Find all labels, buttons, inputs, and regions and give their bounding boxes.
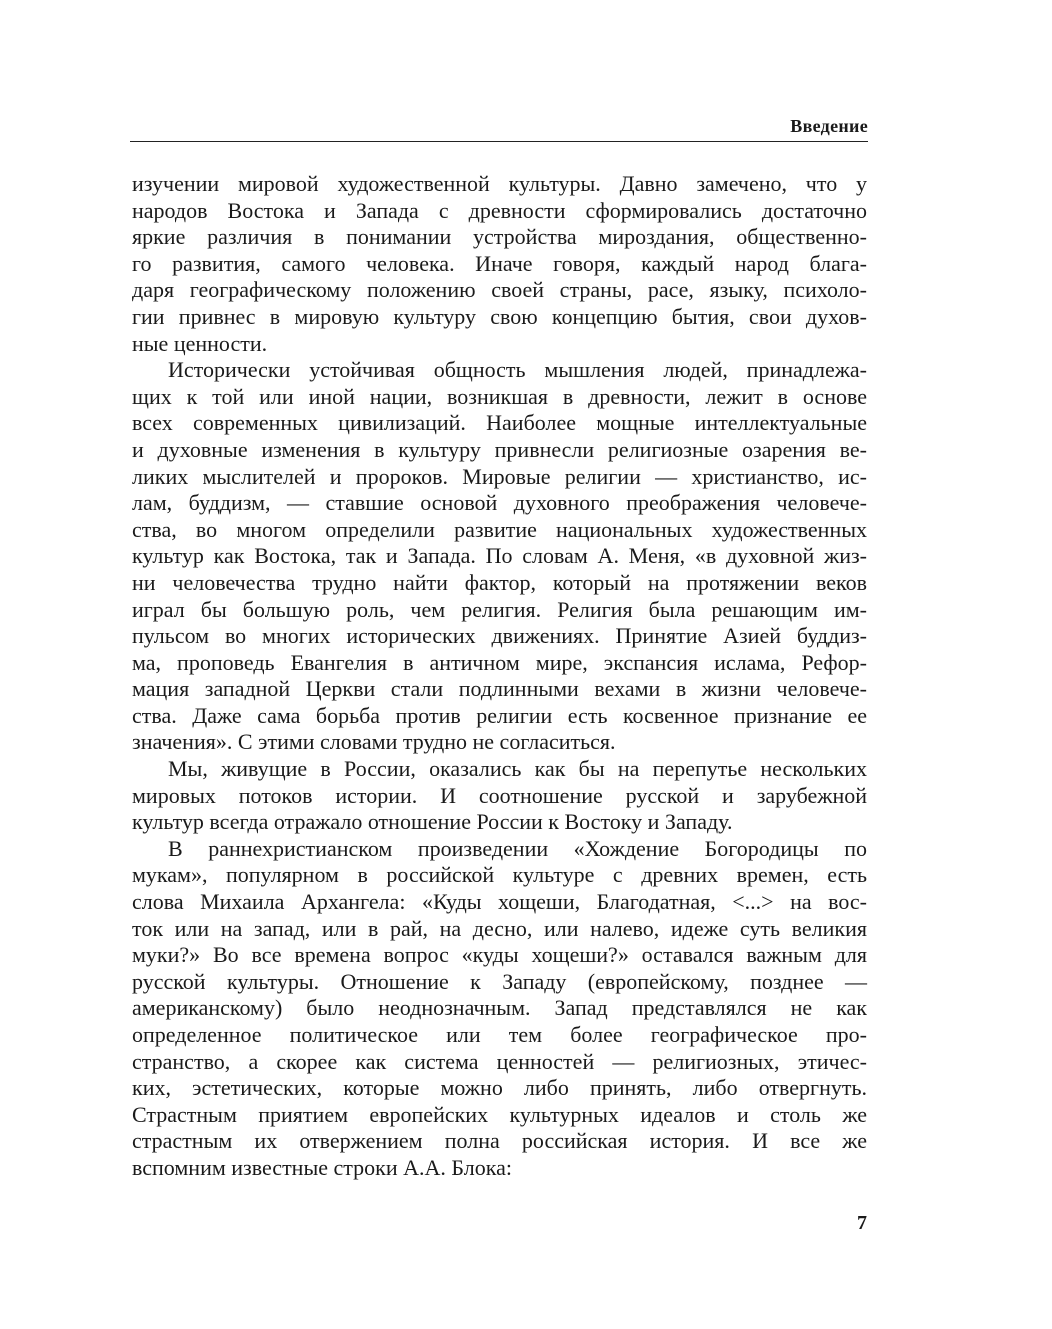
text-line: слова Михаила Архангела: «Куды хощеши, Благодатная, <...> на вос-: [132, 889, 867, 915]
running-header: Введение: [790, 116, 868, 136]
text-line: ства. Даже сама борьба против религии есть косвенное признание ее: [132, 702, 867, 728]
text-line: народов Востока и Запада с древности сформировались достаточно: [132, 197, 867, 223]
text-line: мукам», популярном в российской культуре с древних времен, есть: [132, 862, 867, 888]
text-line: мировых потоков истории. И соотношение русской и зарубежной: [132, 782, 867, 808]
text-line: культур всегда отражало отношение России к Востоку и Западу.: [132, 809, 733, 835]
text-line: и духовные изменения в культуру привнесли религиозные озарения ве-: [132, 436, 867, 462]
text-line: Страстным приятием европейских культурных идеалов и столь же: [132, 1101, 867, 1127]
text-line: культур как Востока, так и Запада. По словам А. Меня, «в духовной жиз-: [132, 543, 867, 569]
page-number: 7: [857, 1212, 867, 1234]
text-line: ма, проповедь Евангелия в античном мире, экспансия ислама, Рефор-: [132, 649, 867, 675]
text-line: всех современных цивилизаций. Наиболее мощные интеллектуальные: [132, 410, 867, 436]
text-line: мация западной Церкви стали подлинными вехами в жизни человече-: [132, 676, 867, 702]
text-line: страстным их отвержением полна российская история. И все же: [132, 1128, 867, 1154]
text-line: щих к той или иной нации, возникшая в древности, лежит в основе: [132, 383, 867, 409]
text-line: ликих мыслителей и пророков. Мировые религии — христианство, ис-: [132, 463, 867, 489]
header-rule: [130, 141, 868, 142]
text-line: ные ценности.: [132, 330, 268, 356]
text-line: ких, эстетических, которые можно либо принять, либо отвергнуть.: [132, 1075, 867, 1101]
text-line: даря географическому положению своей страны, расе, языку, психоло-: [132, 277, 867, 303]
text-line: ток или на запад, или в рай, на десно, или налево, идеже суть великия: [132, 915, 867, 941]
text-line: го развития, самого человека. Иначе говоря, каждый народ блага-: [132, 250, 867, 276]
text-line: значения». С этими словами трудно не согласиться.: [132, 729, 616, 755]
paragraph-first-line: В раннехристианском произведении «Хождение Богородицы по: [168, 835, 867, 861]
text-line: яркие различия в понимании устройства мироздания, общественно-: [132, 224, 867, 250]
text-line: странство, а скорее как система ценностей — религиозных, этичес-: [132, 1048, 867, 1074]
text-line: американскому) было неоднозначным. Запад представлялся не как: [132, 995, 867, 1021]
text-line: вспомним известные строки А.А. Блока:: [132, 1154, 512, 1180]
text-line: играл бы большую роль, чем религия. Религия была решающим им-: [132, 596, 867, 622]
paragraph-first-line: Исторически устойчивая общность мышления людей, принадлежа-: [168, 357, 867, 383]
text-line: ни человечества трудно найти фактор, который на протяжении веков: [132, 569, 867, 595]
text-line: гии привнес в мировую культуру свою концепцию бытия, свои духов-: [132, 303, 867, 329]
text-line: ства, во многом определили развитие национальных художественных: [132, 516, 867, 542]
text-line: муки?» Во все времена вопрос «куды хощеши?» оставался важным для: [132, 942, 867, 968]
text-line: пульсом во многих исторических движениях. Принятие Азией буддиз-: [132, 623, 867, 649]
paragraph-first-line: Мы, живущие в России, оказались как бы на перепутье нескольких: [168, 756, 867, 782]
text-line: определенное политическое или тем более географическое про-: [132, 1022, 867, 1047]
text-line: лам, буддизм, — ставшие основой духовного преображения человече-: [132, 490, 867, 516]
text-line: изучении мировой художественной культуры. Давно замечено, что у: [132, 171, 867, 196]
body-text: [132, 171, 867, 1182]
text-line: русской культуры. Отношение к Западу (европейскому, позднее —: [132, 968, 867, 994]
